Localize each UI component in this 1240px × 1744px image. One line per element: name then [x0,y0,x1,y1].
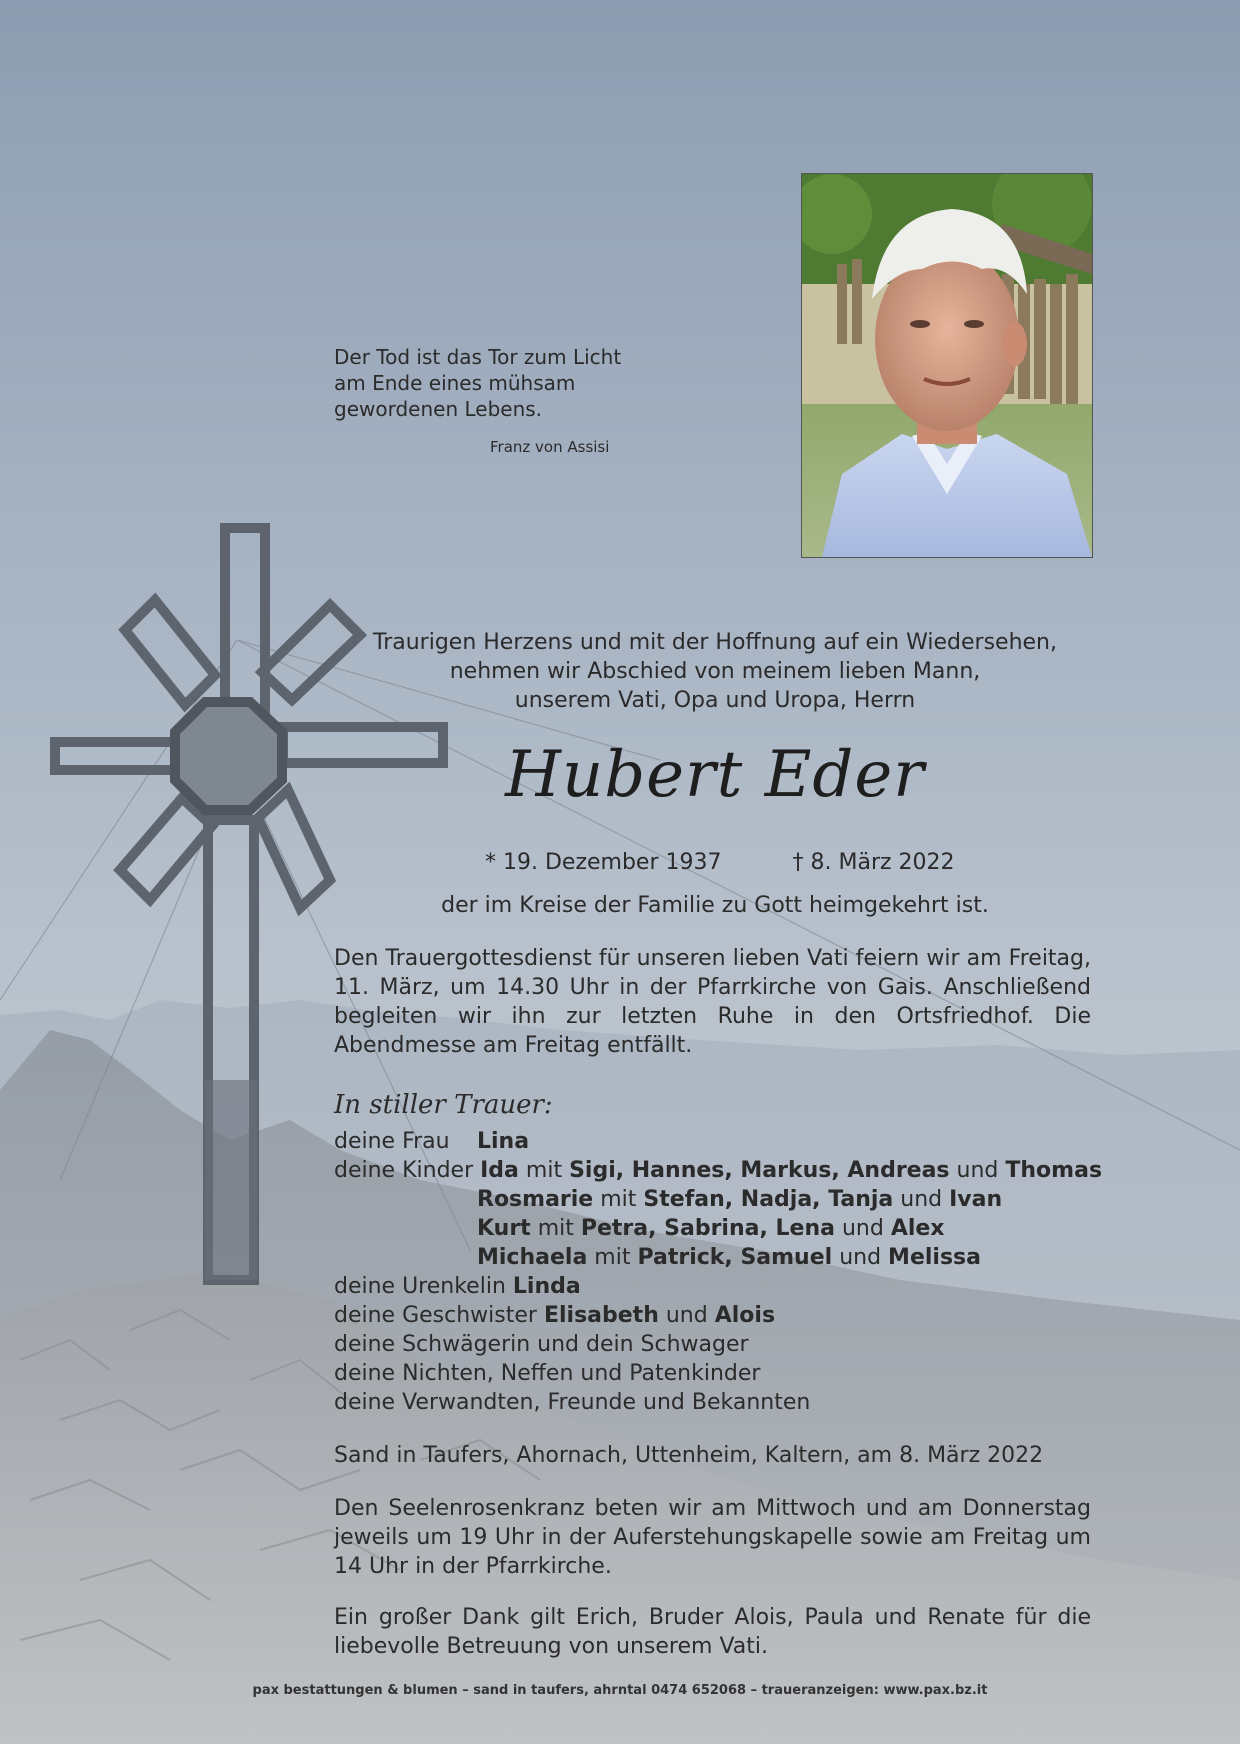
mourner-row-other: deine Verwandten, Freunde und Bekannten [334,1390,811,1415]
connector-text: und [839,1245,882,1270]
connector-text: und [956,1158,999,1183]
footer-text: pax bestattungen & blumen – sand in taufers, ahrntal 0474 652068 – traueranzeigen: www.pax.bz.it [252,1683,988,1698]
life-dates [485,850,955,875]
connector-text: und [841,1216,884,1241]
child-family-last: Melissa [888,1245,981,1270]
mourner-name: Linda [512,1274,581,1299]
mourner-label: deine Frau [334,1129,450,1154]
mourner-row-other: deine Nichten, Neffen und Patenkinder [334,1361,761,1386]
child-name: Ida [480,1158,519,1183]
child-family: Petra, Sabrina, Lena [580,1216,835,1241]
child-name: Kurt [477,1216,531,1241]
mourners-list [334,1127,1102,1417]
mourner-name: Lina [477,1129,530,1154]
place-date: Sand in Taufers, Ahornach, Uttenheim, Kaltern, am 8. März 2022 [334,1443,1044,1468]
mourner-row-siblings [334,1301,1102,1330]
mourner-row-wife [334,1127,1102,1156]
child-family: Sigi, Hannes, Markus, Andreas [569,1158,950,1183]
connector-text: und [665,1303,708,1328]
mourner-name: Alois [714,1303,776,1328]
quote-text [334,344,634,422]
mourner-row-child [334,1243,1102,1272]
child-family: Patrick, Samuel [637,1245,833,1270]
rosary-paragraph: Den Seelenrosenkranz beten wir am Mittwoch und am Donnerstag jeweils um 19 Uhr in der Auferstehungskapelle sowie am Freitag um 14 Uhr in der Pfarrkirche. [334,1496,1091,1579]
connector-text: mit [525,1158,563,1183]
mourner-name: Elisabeth [543,1303,659,1328]
intro-line: unserem Vati, Opa und Uropa, Herrn [514,688,916,713]
connector-text: mit [594,1245,631,1270]
thanks-paragraph: Ein großer Dank gilt Erich, Bruder Alois, Paula und Renate für die liebevolle Betreuung von unserem Vati. [334,1605,1091,1659]
mourner-row-children [334,1156,1102,1185]
mourner-row-other: deine Schwägerin und dein Schwager [334,1332,749,1357]
child-name: Rosmarie [477,1187,594,1212]
mourner-label: deine Geschwister [334,1303,537,1328]
mourner-label: deine Kinder [334,1158,474,1183]
intro-line: nehmen wir Abschied von meinem lieben Mann, [449,659,981,684]
funeral-paragraph: Den Trauergottesdienst für unseren lieben Vati feiern wir am Freitag, 11. März, um 14.30 Uhr in der Pfarrkirche von Gais. Anschließend begleiten wir ihn zur letzten Ruhe in den Ortsfriedhof. Die Abendmesse am Freitag entfällt. [334,946,1091,1058]
intro-line: Traurigen Herzens und mit der Hoffnung auf ein Wiedersehen, [373,630,1057,655]
quote-author: Franz von Assisi [490,438,610,456]
connector-text: mit [600,1187,637,1212]
child-family-last: Thomas [1005,1158,1103,1183]
connector-text: mit [537,1216,574,1241]
child-name: Michaela [477,1245,588,1270]
intro-text [370,628,1060,715]
mourner-row-greatgrandchild [334,1272,1102,1301]
quote-line: gewordenen Lebens. [334,397,543,421]
death-date: † 8. März 2022 [792,850,955,875]
child-family: Stefan, Nadja, Tanja [643,1187,894,1212]
quote-line: Der Tod ist das Tor zum Licht [334,345,622,369]
quote-line: am Ende eines mühsam [334,371,576,395]
mourning-heading: In stiller Trauer: [334,1090,553,1120]
mourner-row-child [334,1214,1102,1243]
mourner-label: deine Urenkelin [334,1274,506,1299]
child-family-last: Alex [890,1216,945,1241]
child-family-last: Ivan [949,1187,1003,1212]
portrait-photo [801,173,1093,558]
mourner-row-child [334,1185,1102,1214]
connector-text: und [900,1187,943,1212]
birth-date: * 19. Dezember 1937 [485,850,722,875]
returned-to-god-text: der im Kreise der Familie zu Gott heimgekehrt ist. [441,893,989,918]
deceased-name: Hubert Eder [505,738,925,812]
